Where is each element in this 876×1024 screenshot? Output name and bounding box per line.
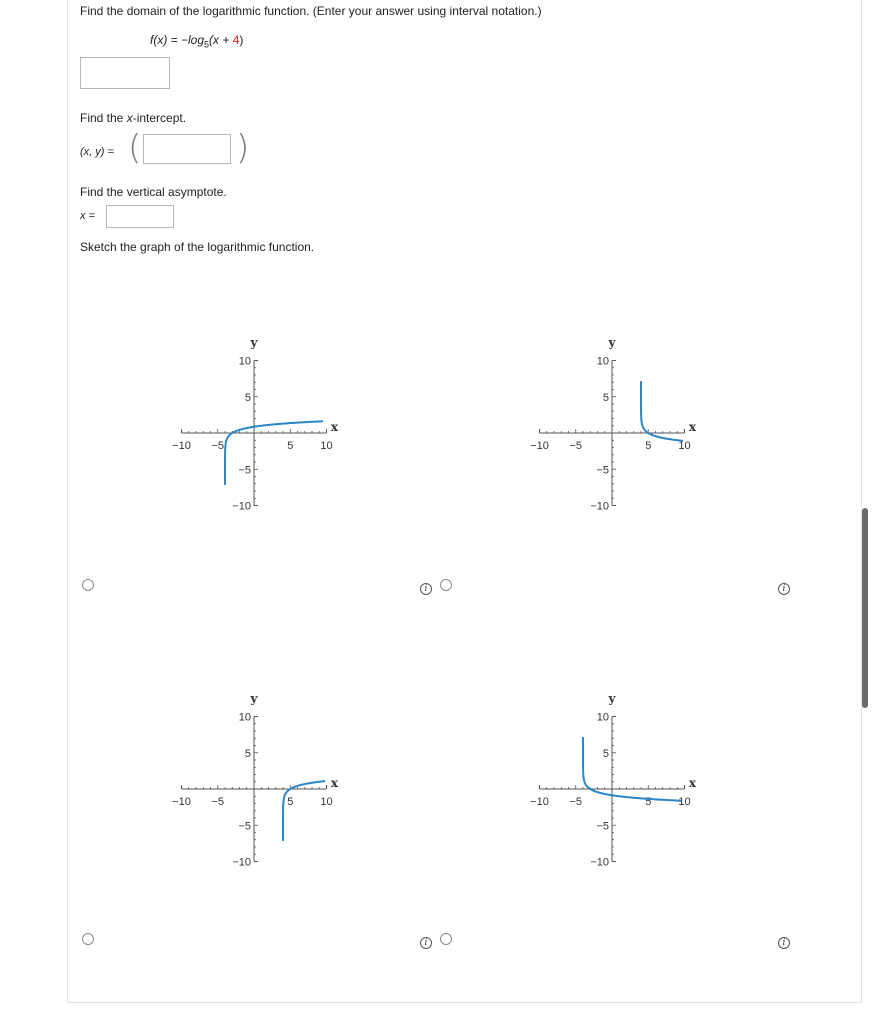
info-icon[interactable]: i [778,583,790,595]
graph-option-1 [88,262,428,592]
x-intercept-prompt [80,111,186,125]
x-tick-label: 10 [678,440,691,452]
info-icon[interactable]: i [778,937,790,949]
graph-option-3 [88,618,428,948]
x-tick-label: −10 [530,796,549,808]
y-tick-label: −10 [590,856,609,869]
x-intercept-prompt-prefix: Find the [80,111,127,125]
x-tick-label: 5 [645,440,652,452]
x-tick-label: −10 [172,796,191,808]
option-1-radio[interactable] [82,579,94,591]
asymptote-input[interactable] [106,205,174,228]
info-icon[interactable]: i [420,583,432,595]
y-axis-label: y [250,691,258,706]
y-tick-label: 5 [244,747,251,760]
info-icon[interactable]: i [420,937,432,949]
x-axis-label: x [330,776,339,790]
sketch-prompt: Sketch the graph of the logarithmic function. [80,240,315,254]
x-tick-label: 10 [678,796,691,808]
x-intercept-label: (x, y) = [80,146,114,158]
formula-base: 5 [204,39,210,50]
x-tick-label: 10 [320,440,333,452]
x-tick-label: −5 [569,440,583,452]
formula-shift: 4 [232,33,240,47]
x-tick-label: −5 [211,796,225,808]
domain-input[interactable] [80,57,170,89]
y-tick-label: −10 [232,500,251,513]
option-2-radio[interactable] [440,579,452,591]
function-formula [150,33,243,49]
x-intercept-prompt-var: x [126,111,133,125]
y-tick-label: 5 [244,391,251,404]
y-tick-label: −5 [238,464,251,477]
y-tick-label: 10 [238,711,251,724]
x-tick-label: −5 [569,796,583,808]
y-tick-label: 10 [596,711,609,724]
open-paren-icon: ( [128,128,142,168]
x-tick-label: −5 [211,440,225,452]
x-tick-label: 5 [287,796,294,808]
formula-open: (x + [209,33,233,47]
x-tick-label: −10 [172,440,191,452]
y-tick-label: −10 [232,856,251,869]
scrollbar-thumb[interactable] [862,508,868,708]
option-4-radio[interactable] [440,933,452,945]
asymptote-prompt: Find the vertical asymptote. [80,185,227,199]
graph-option-2 [446,262,786,592]
x-axis-label: x [330,420,339,434]
log-curve [641,381,683,441]
domain-prompt: Find the domain of the logarithmic function. (Enter your answer using interval notation.) [80,4,542,18]
log-curve [283,781,325,841]
y-axis-label: y [250,335,258,350]
formula-close: ) [239,33,244,47]
y-tick-label: −5 [238,820,251,833]
y-tick-label: −5 [596,820,609,833]
x-tick-label: 10 [320,796,333,808]
formula-lhs: f(x) = −log [150,33,205,47]
x-tick-label: 5 [287,440,294,452]
x-tick-label: 5 [645,796,652,808]
asymptote-label: x = [80,210,95,222]
graph-option-4 [446,618,786,948]
y-axis-label: y [608,335,616,350]
x-axis-label: x [688,776,697,790]
y-axis-label: y [608,691,616,706]
y-tick-label: 5 [602,747,609,760]
x-tick-label: −10 [530,440,549,452]
option-3-radio[interactable] [82,933,94,945]
x-intercept-input[interactable] [143,134,231,164]
y-tick-label: 10 [596,355,609,368]
y-tick-label: −5 [596,464,609,477]
y-tick-label: 5 [602,391,609,404]
x-axis-label: x [688,420,697,434]
x-intercept-prompt-suffix: -intercept. [132,111,187,125]
log-curve [583,737,681,801]
y-tick-label: −10 [590,500,609,513]
y-tick-label: 10 [238,355,251,368]
close-paren-icon: ) [236,128,250,168]
